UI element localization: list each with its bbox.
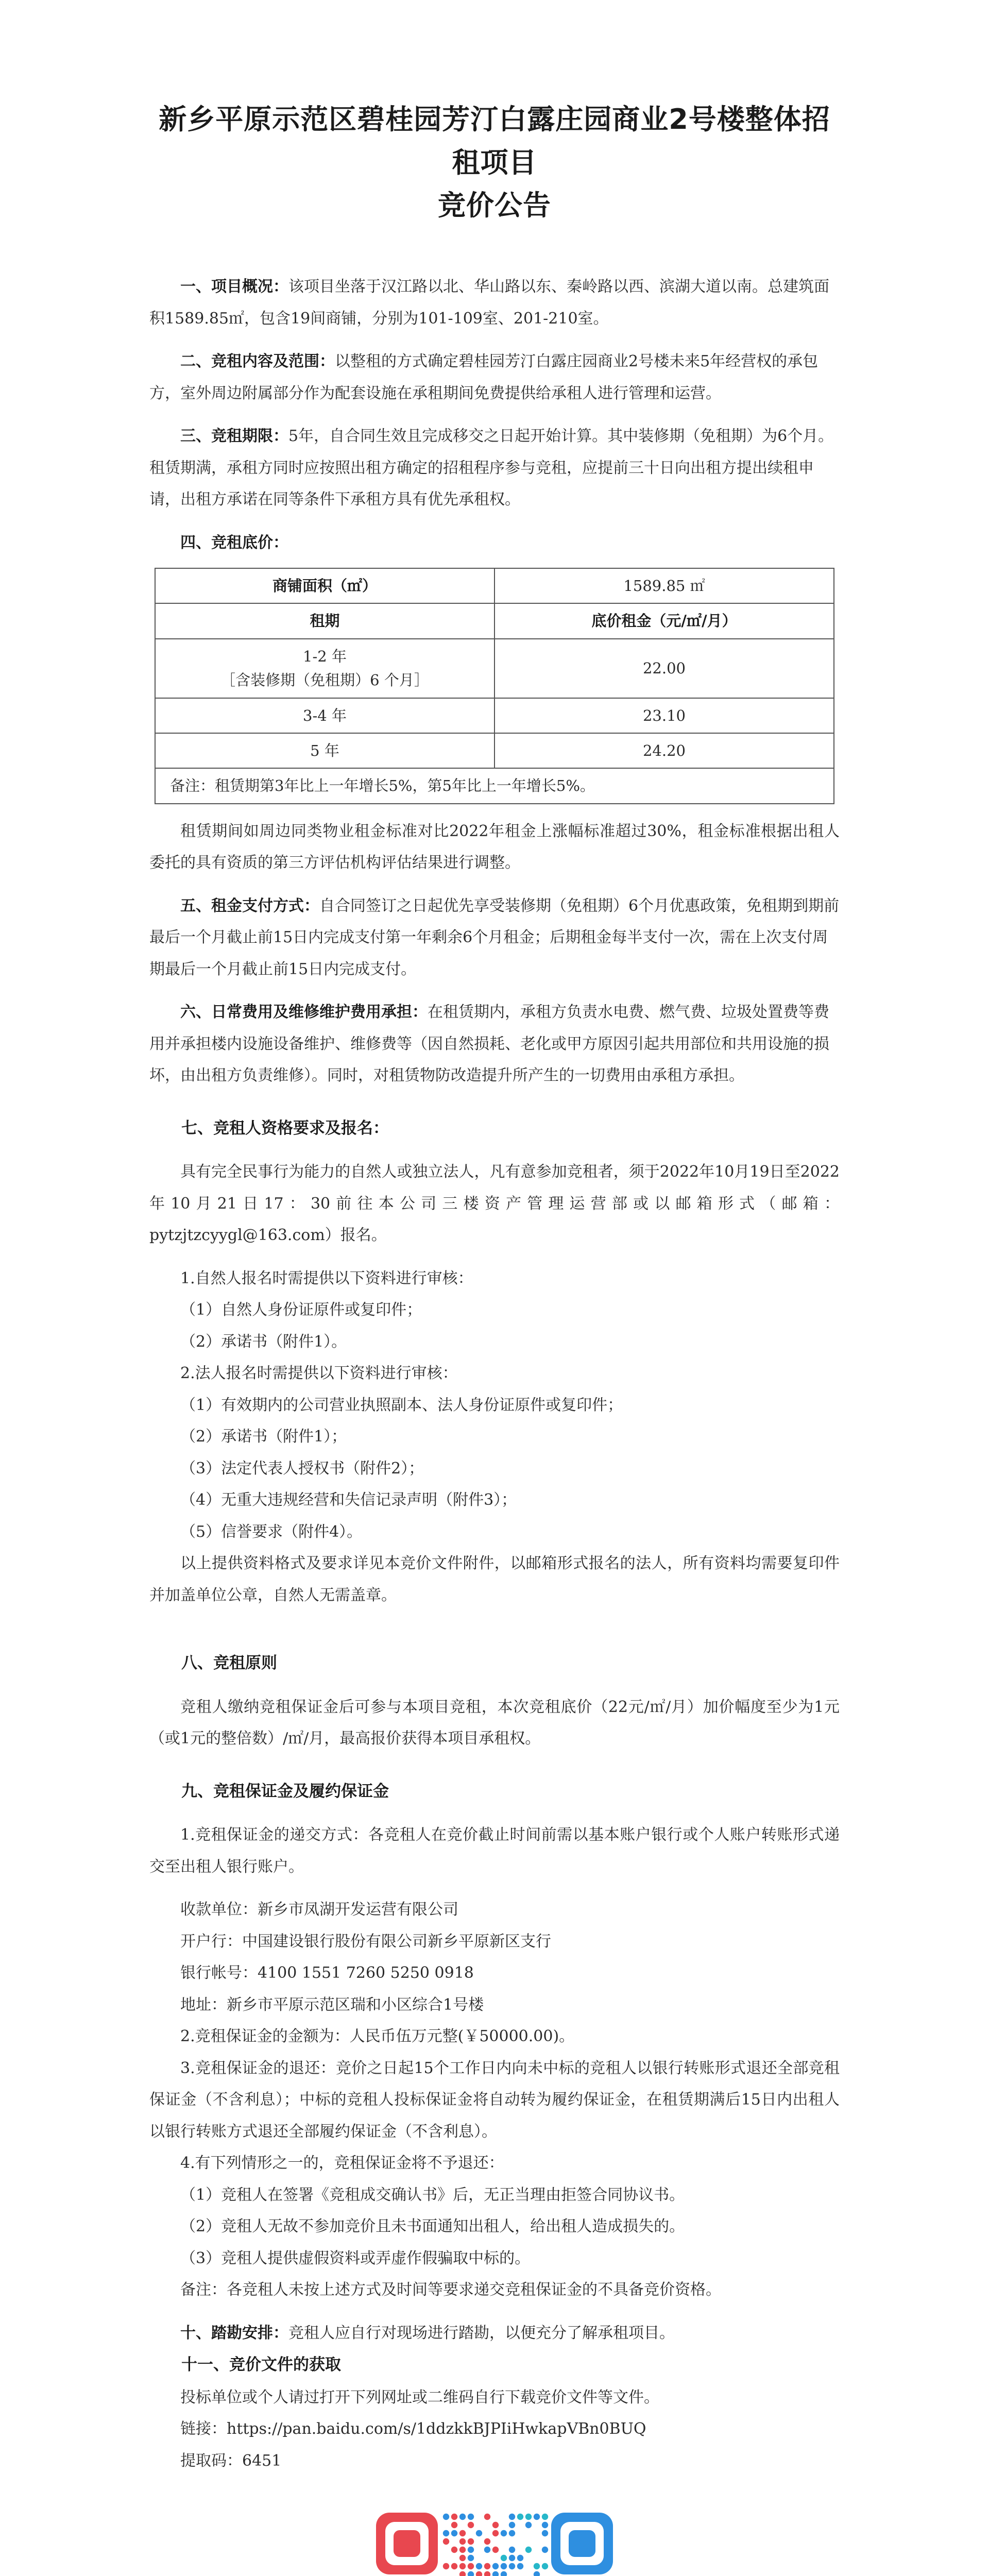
qr-module xyxy=(468,2538,474,2545)
section-heading-principles: 八、竞租原则 xyxy=(181,1654,277,1673)
qr-module xyxy=(517,2555,523,2561)
qr-module xyxy=(443,2530,449,2536)
qr-module xyxy=(451,2563,457,2569)
section-site-visit xyxy=(149,2317,840,2349)
qr-module xyxy=(542,2522,548,2528)
deposit-amount: 2.竞租保证金的金额为：人民币伍万元整(￥50000.00)。 xyxy=(180,2027,575,2046)
principles-body: 竞租人缴纳竞租保证金后可参与本项目竞租，本次竞租底价（22元/㎡/月）加价幅度至少为1元（或1元的整倍数）/㎡/月，最高报价获得本项目承租权。 xyxy=(149,1698,840,1748)
qr-module xyxy=(509,2514,515,2520)
qr-module xyxy=(492,2530,499,2536)
qr-module xyxy=(509,2547,515,2553)
qr-module xyxy=(525,2547,532,2553)
qr-module xyxy=(542,2547,548,2553)
list-item: （1）有效期内的公司营业执照副本、法人身份证原件或复印件； xyxy=(180,1396,623,1414)
qr-module xyxy=(501,2530,507,2536)
payee-label: 收款单位： xyxy=(180,1901,258,1919)
list-item: （2）承诺书（附件1）； xyxy=(180,1428,347,1446)
qr-module xyxy=(476,2571,482,2576)
section-heading: 三、竞租期限： xyxy=(180,427,288,446)
download-link-line xyxy=(149,2413,840,2445)
extract-code-line xyxy=(149,2445,840,2477)
account-number-label: 银行帐号： xyxy=(180,1964,258,1982)
qr-module xyxy=(459,2538,466,2545)
section-heading-documents: 十一、竞价文件的获取 xyxy=(181,2355,341,2375)
section-heading: 五、租金支付方式： xyxy=(180,896,319,915)
section-body: 5年，自合同生效且完成移交之日起开始计算。其中装修期（免租期）为6个月。租赁期满，承租方同时应按照出租方确定的招租程序参与竞租，应提前三十日向出租方提出续租申请，出租方承诺在同等条件下承租方具有优先承租权。 xyxy=(149,427,834,509)
qr-module xyxy=(509,2522,515,2528)
price-cell: 23.10 xyxy=(494,698,834,733)
bank-value: 中国建设银行股份有限公司新乡平原新区支行 xyxy=(242,1932,551,1951)
legal-person-heading: 2.法人报名时需提供以下资料进行审核： xyxy=(180,1364,458,1383)
qr-module xyxy=(517,2514,523,2520)
list-item: （2）竞租人无故不参加竞价且未书面通知出租人，给出租人造成损失的。 xyxy=(180,2217,685,2236)
section-lease-term xyxy=(149,420,840,516)
section-heading: 一、项目概况： xyxy=(180,278,288,296)
qr-module xyxy=(509,2563,515,2569)
qr-module xyxy=(451,2530,457,2536)
section-heading-deposit: 九、竞租保证金及履约保证金 xyxy=(181,1782,389,1801)
download-qr-code-icon[interactable] xyxy=(361,2497,628,2576)
bank-line xyxy=(149,1926,840,1958)
qr-module xyxy=(459,2530,466,2536)
qr-module xyxy=(509,2530,515,2536)
section-body: 在租赁期内，承租方负责水电费、燃气费、垃圾处置费等费用并承担楼内设施设备维护、维修费等（因自然损耗、老化或甲方原因引起共用部位和共用设施的损坏，由出租方负责维修）。同时，对租赁物防改造提升所产生的一切费用由承租方承担。 xyxy=(149,1003,829,1085)
section-heading-qualification: 七、竞租人资格要求及报名： xyxy=(181,1118,389,1138)
qr-module xyxy=(492,2563,499,2569)
table-note-row xyxy=(155,768,834,803)
table-header-row xyxy=(155,603,834,638)
term-line: 1-2 年 xyxy=(303,647,347,665)
area-value-cell: 1589.85 ㎡ xyxy=(494,568,834,603)
table-row xyxy=(155,698,834,733)
section-project-overview xyxy=(149,271,840,334)
list-item: （1）竞租人在签署《竞租成交确认书》后，无正当理由拒签合同协议书。 xyxy=(180,2185,685,2204)
download-link[interactable]: https://pan.baidu.com/s/1ddzkkBJPIiHwkapVBn0BUQ xyxy=(227,2420,646,2438)
payee-name-line xyxy=(149,1894,840,1926)
qr-module xyxy=(476,2530,482,2536)
list-item: （3）法定代表人授权书（附件2）； xyxy=(180,1459,424,1478)
qr-module xyxy=(534,2514,540,2520)
table-note: 备注：租赁期第3年比上一年增长5%，第5年比上一年增长5%。 xyxy=(155,768,834,803)
qr-module xyxy=(517,2563,523,2569)
qr-module xyxy=(468,2563,474,2569)
section-daily-costs xyxy=(149,996,840,1092)
table-row xyxy=(155,568,834,603)
documents-body: 投标单位或个人请过打开下列网址或二维码自行下载竞价文件等文件。 xyxy=(180,2388,659,2406)
deposit-forfeit-heading: 4.有下列情形之一的，竞租保证金将不予退还： xyxy=(180,2154,504,2173)
section-heading: 十、踏勘安排： xyxy=(180,2324,288,2342)
payee-address-line xyxy=(149,1989,840,2021)
qr-module xyxy=(542,2530,548,2536)
payee-value: 新乡市凤湖开发运营有限公司 xyxy=(258,1901,458,1919)
section-scope xyxy=(149,346,840,409)
qr-module xyxy=(451,2522,457,2528)
term-cell: 3-4 年 xyxy=(155,698,494,733)
natural-person-heading: 1.自然人报名时需提供以下资料进行审核： xyxy=(180,1269,473,1287)
qr-module xyxy=(492,2547,499,2553)
qr-module xyxy=(525,2514,532,2520)
section-body: 以整租的方式确定碧桂园芳汀白露庄园商业2号楼未来5年经营权的承包方，室外周边附属部分作为配套设施在承租期间免费提供给承租人进行管理和运营。 xyxy=(149,352,819,402)
qr-finder-top-right xyxy=(551,2513,613,2574)
qr-module xyxy=(443,2563,449,2569)
account-number-value: 4100 1551 7260 5250 0918 xyxy=(258,1964,474,1982)
price-cell: 22.00 xyxy=(494,639,834,698)
list-item: （5）信誉要求（附件4）。 xyxy=(180,1522,363,1541)
qualification-closing: 以上提供资料格式及要求详见本竞价文件附件，以邮箱形式报名的法人，所有资料均需要复印件并加盖单位公章，自然人无需盖章。 xyxy=(149,1554,840,1604)
qr-module xyxy=(484,2547,490,2553)
qr-module xyxy=(484,2563,490,2569)
qr-module xyxy=(525,2522,532,2528)
title-line-2: 竞价公告 xyxy=(438,189,551,222)
extract-code-label: 提取码： xyxy=(180,2451,242,2470)
section-heading: 四、竞租底价： xyxy=(180,533,288,552)
qr-module xyxy=(542,2514,548,2520)
qr-module xyxy=(443,2538,449,2545)
qr-module xyxy=(451,2547,457,2553)
qr-graphic xyxy=(361,2497,628,2576)
qr-finder-top-left xyxy=(376,2513,438,2574)
qr-module xyxy=(501,2555,507,2561)
qualification-intro: 具有完全民事行为能力的自然人或独立法人，凡有意参加竞租者，须于2022年10月19日至2022年10月21日17：30前往本公司三楼资产管理运营部或以邮箱形式（邮箱：pytzjtzcyygl@163.com）报名。 xyxy=(149,1163,840,1245)
qr-module xyxy=(534,2571,540,2576)
area-label-cell: 商铺面积（㎡） xyxy=(155,568,494,603)
price-cell: 24.20 xyxy=(494,733,834,768)
qr-container xyxy=(149,2497,840,2576)
section-body: 竞租人应自行对现场进行踏勘，以便充分了解承租项目。 xyxy=(288,2324,675,2342)
deposit-refund: 3.竞租保证金的退还：竞价之日起15个工作日内向未中标的竞租人以银行转账形式退还全部竞租保证金（不含利息）；中标的竞租人投标保证金将自动转为履约保证金，在租赁期满后15日内出租人以银行转账方式退还全部履约保证金（不含利息）。 xyxy=(149,2059,840,2141)
section-payment xyxy=(149,890,840,986)
table-row xyxy=(155,733,834,768)
extract-code-value: 6451 xyxy=(242,2451,282,2470)
qr-module xyxy=(534,2563,540,2569)
qr-module xyxy=(443,2514,449,2520)
qr-module xyxy=(476,2563,482,2569)
qr-module xyxy=(484,2538,490,2545)
qr-module xyxy=(492,2522,499,2528)
qr-module xyxy=(501,2563,507,2569)
table-row xyxy=(155,639,834,698)
section-heading: 六、日常费用及维修维护费用承担： xyxy=(180,1003,428,1022)
qr-module xyxy=(509,2555,515,2561)
list-item: （2）承诺书（附件1）。 xyxy=(180,1332,347,1351)
qr-module xyxy=(459,2547,466,2553)
section-base-price xyxy=(149,527,840,559)
account-number-line xyxy=(149,1957,840,1989)
qr-module xyxy=(501,2571,507,2576)
term-subline: ［含装修期（免租期）6 个月］ xyxy=(220,671,429,689)
address-label: 地址： xyxy=(180,1995,227,2014)
announcement xyxy=(149,98,840,2576)
list-item: （1）自然人身份证原件或复印件； xyxy=(180,1301,422,1319)
qr-module xyxy=(484,2571,490,2576)
qr-module xyxy=(542,2563,548,2569)
price-header-cell: 底价租金（元/㎡/月） xyxy=(494,603,834,638)
section-heading: 二、竞租内容及范围： xyxy=(180,352,335,371)
link-label: 链接： xyxy=(180,2420,227,2438)
document-title xyxy=(149,98,840,227)
section-body: 自合同签订之日起优先享受装修期（免租期）6个月优惠政策，免租期到期前最后一个月截止前15日内完成支付第一年剩余6个月租金；后期租金每半支付一次，需在上次支付周期最后一个月截止前15日内完成支付。 xyxy=(149,896,840,978)
base-price-table xyxy=(155,568,834,804)
price-adjustment-paragraph: 租赁期间如周边同类物业租金标准对比2022年租金上涨幅标准超过30%，租金标准根据出租人委托的具有资质的第三方评估机构评估结果进行调整。 xyxy=(149,822,840,872)
term-header-cell: 租期 xyxy=(155,603,494,638)
term-cell: 5 年 xyxy=(155,733,494,768)
deposit-remark: 备注：各竞租人未按上述方式及时间等要求递交竞租保证金的不具备竞价资格。 xyxy=(180,2281,721,2299)
qr-module xyxy=(492,2571,499,2576)
address-value: 新乡市平原示范区瑞和小区综合1号楼 xyxy=(227,1995,484,2014)
bank-label: 开户行： xyxy=(180,1932,242,1951)
qr-module xyxy=(468,2514,474,2520)
qr-module xyxy=(459,2563,466,2569)
qr-module xyxy=(468,2522,474,2528)
title-line-1: 新乡平原示范区碧桂园芳汀白露庄园商业2号楼整体招租项目 xyxy=(159,103,830,179)
qr-module xyxy=(459,2571,466,2576)
deposit-method: 1.竞租保证金的递交方式：各竞租人在竞价截止时间前需以基本账户银行或个人账户转账形式递交至出租人银行账户。 xyxy=(149,1826,840,1876)
section-body: 该项目坐落于汉江路以北、华山路以东、秦岭路以西、滨湖大道以南。总建筑面积1589.85㎡，包含19间商铺，分别为101-109室、201-210室。 xyxy=(149,278,829,328)
qr-module xyxy=(484,2514,490,2520)
list-item: （3）竞租人提供虚假资料或弄虚作假骗取中标的。 xyxy=(180,2249,531,2267)
qr-module xyxy=(468,2547,474,2553)
qr-module xyxy=(459,2514,466,2520)
term-cell xyxy=(155,639,494,698)
qr-module xyxy=(468,2555,474,2561)
qr-module xyxy=(468,2571,474,2576)
qr-module xyxy=(451,2514,457,2520)
list-item: （4）无重大违规经营和失信记录声明（附件3）； xyxy=(180,1491,517,1510)
qr-module xyxy=(459,2555,466,2561)
